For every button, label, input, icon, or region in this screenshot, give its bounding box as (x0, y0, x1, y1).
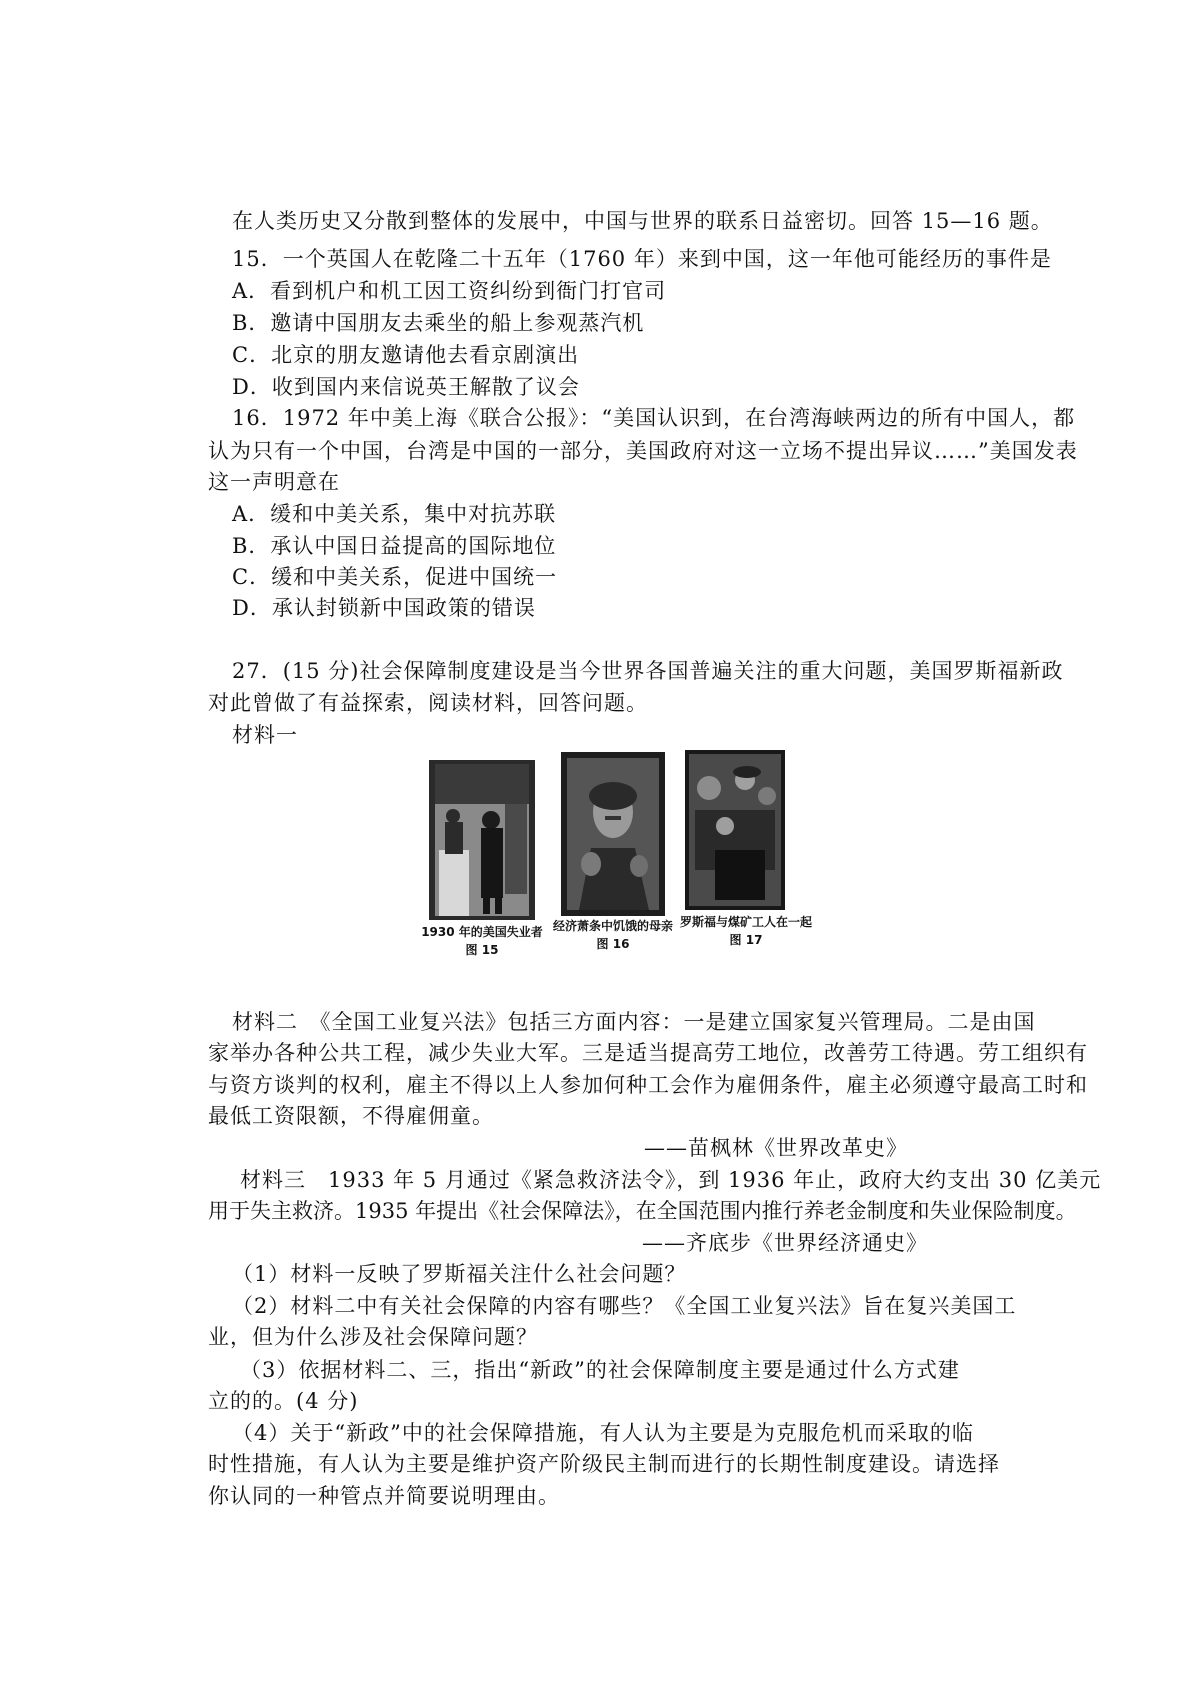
material-two-line1: 材料二 《全国工业复兴法》包括三方面内容：一是建立国家复兴管理局。二是由国 (232, 1010, 1036, 1034)
caption-photo-17-number: 图 17 (729, 933, 763, 947)
caption-photo-17-title: 罗斯福与煤矿工人在一起 (679, 915, 812, 929)
q27-stem-line1: 27．(15 分)社会保障制度建设是当今世界各国普遍关注的重大问题，美国罗斯福新政 (232, 659, 1064, 683)
photo-mother-image (561, 752, 665, 916)
q16-option-b: B．承认中国日益提高的国际地位 (232, 534, 557, 558)
q16-stem-line2: 认为只有一个中国，台湾是中国的一部分，美国政府对这一立场不提出异议……”美国发表 (208, 439, 1078, 463)
material-one-photos (420, 752, 820, 982)
photo-hungry-mother (561, 752, 665, 916)
sub-question-3-line1: （3）依据材料二、三，指出“新政”的社会保障制度主要是通过什么方式建 (240, 1358, 960, 1382)
material-two-line4: 最低工资限额，不得雇佣童。 (208, 1104, 494, 1128)
caption-photo-15-number: 图 15 (465, 943, 499, 957)
q16-stem-line3: 这一声明意在 (208, 470, 340, 494)
caption-photo-15-title: 1930 年的美国失业者 (421, 925, 543, 939)
material-three-line2: 用于失主救济。1935 年提出《社会保障法》，在全国范围内推行养老金制度和失业保险制度。 (208, 1199, 1077, 1223)
material-three-source: ——齐底步《世界经济通史》 (642, 1231, 928, 1255)
sub-question-4-line1: （4）关于“新政”中的社会保障措施，有人认为主要是为克服危机而采取的临 (232, 1421, 974, 1445)
q16-stem-line1: 16．1972 年中美上海《联合公报》：“美国认识到，在台湾海峡两边的所有中国人，都 (232, 406, 1076, 430)
q16-option-c: C．缓和中美关系，促进中国统一 (232, 565, 558, 589)
photo-unemployed-image (429, 760, 535, 920)
photo-unemployed-1930 (429, 760, 535, 920)
material-two-line3: 与资方谈判的权利，雇主不得以上人参加何种工会作为雇佣条件，雇主必须遵守最高工时和 (208, 1073, 1088, 1097)
photo-roosevelt-miners (685, 750, 785, 910)
sub-question-2-line2: 业，但为什么涉及社会保障问题？ (208, 1325, 538, 1349)
material-two-source: ——苗枫林《世界改革史》 (644, 1136, 908, 1160)
material-one-label: 材料一 (232, 723, 298, 747)
sub-question-1: （1）材料一反映了罗斯福关注什么社会问题？ (232, 1262, 687, 1286)
q15-option-d: D．收到国内来信说英王解散了议会 (232, 375, 580, 399)
sub-question-2-line1: （2）材料二中有关社会保障的内容有哪些？《全国工业复兴法》旨在复兴美国工 (232, 1294, 1017, 1318)
caption-photo-16-number: 图 16 (596, 937, 630, 951)
caption-photo-16-title: 经济萧条中饥饿的母亲 (552, 919, 673, 933)
material-two-line2: 家举办各种公共工程，减少失业大军。三是适当提高劳工地位，改善劳工待遇。劳工组织有 (208, 1041, 1088, 1065)
sub-question-4-line3: 你认同的一种管点并简要说明理由。 (208, 1484, 560, 1508)
photo-miners-image (685, 750, 785, 910)
q16-option-d: D．承认封锁新中国政策的错误 (232, 596, 536, 620)
sub-question-4-line2: 时性措施，有人认为主要是维护资产阶级民主制而进行的长期性制度建设。请选择 (208, 1452, 1000, 1476)
material-three-line1: 材料三 1933 年 5 月通过《紧急救济法令》，到 1936 年止，政府大约支出 30 亿美元 (240, 1168, 1102, 1192)
q16-option-a: A．缓和中美关系，集中对抗苏联 (232, 502, 557, 526)
q15-option-a: A．看到机户和机工因工资纠纷到衙门打官司 (232, 279, 667, 303)
q15-option-c: C．北京的朋友邀请他去看京剧演出 (232, 343, 580, 367)
intro-text: 在人类历史又分散到整体的发展中，中国与世界的联系日益密切。回答 15—16 题。 (232, 209, 1053, 233)
sub-question-3-line2: 立的的。(4 分) (208, 1389, 359, 1413)
q15-option-b: B．邀请中国朋友去乘坐的船上参观蒸汽机 (232, 311, 645, 335)
q15-stem: 15．一个英国人在乾隆二十五年（1760 年）来到中国，这一年他可能经历的事件是 (232, 247, 1052, 271)
q27-stem-line2: 对此曾做了有益探索，阅读材料，回答问题。 (208, 691, 648, 715)
